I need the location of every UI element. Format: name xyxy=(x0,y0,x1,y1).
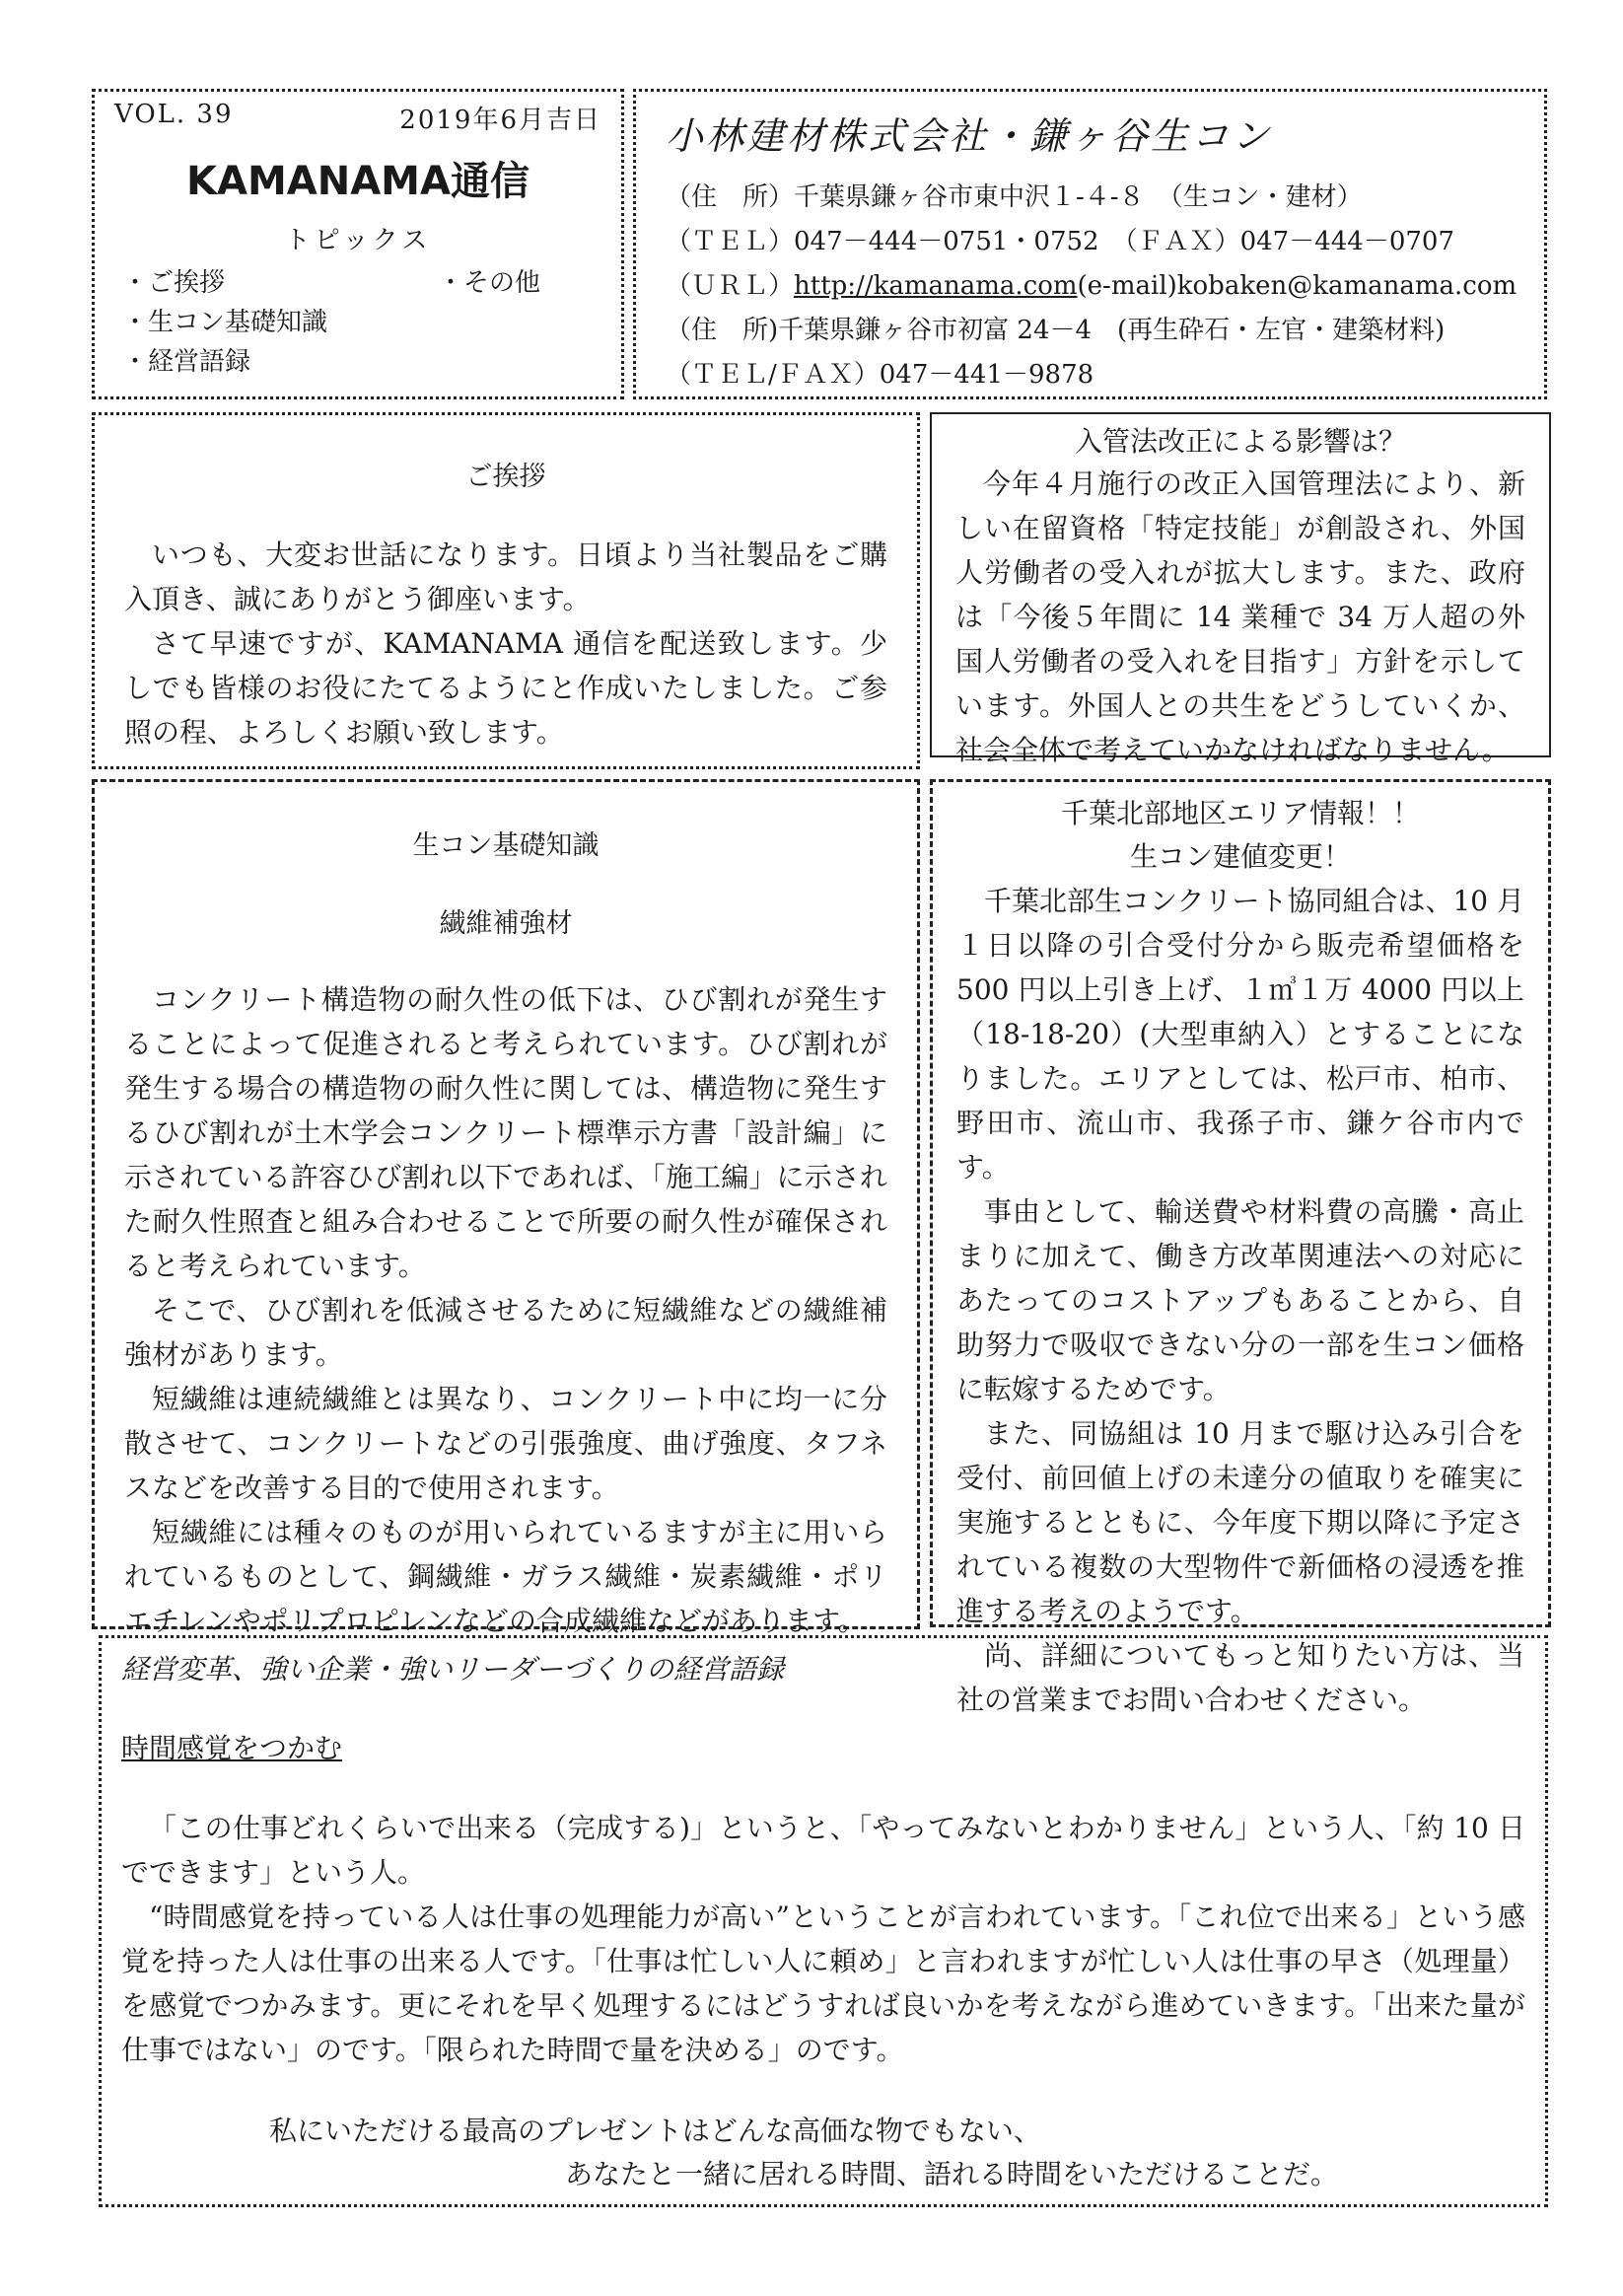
website-link[interactable]: http://kamanama.com xyxy=(794,271,1078,301)
closing-quote-line-1: 私にいただける最高のプレゼントはどんな高価な物でもない、 xyxy=(269,2115,1041,2147)
volume-date-row xyxy=(114,100,601,136)
volume-number: VOL. 39 xyxy=(114,100,234,129)
knowledge-paragraph: 短繊維は連続繊維とは異なり、コンクリート中に均一に分散させて、コンクリートなどの引張強度、曲げ強度、タフネスなどを改善する目的で使用されます。 xyxy=(124,1383,887,1504)
area-subtitle: 生コン建値変更！ xyxy=(1129,840,1351,873)
newsletter-title: KAMANAMA通信 xyxy=(186,159,529,204)
issue-date: 2019年6月吉日 xyxy=(399,106,601,135)
company-url-row xyxy=(666,264,1515,309)
topic-item: ・経営語録 xyxy=(122,347,251,377)
company-tel-fax-2: （ＴＥＬ/ＦＡＸ）047－441－9878 xyxy=(666,360,1094,390)
email-text: (e-mail)kobaken@kamanama.com xyxy=(1077,271,1517,301)
area-paragraph: 千葉北部生コンクリート協同組合は、10 月１日以降の引合受付分から販売希望価格を 500 円以上引き上げ、１㎥１万 4000 円以上（18-18-20）(大型車納入）とすることになりました。エリアとしては、松戸市、柏市、野田市、流山市、我孫子市、鎌ケ谷市内です。 xyxy=(956,885,1524,1184)
management-paragraph: 「この仕事どれくらいで出来る（完成する)」というと、「やってみないとわかりません」という人、「約 10 日でできます」という人。 xyxy=(121,1812,1525,1889)
closing-quote-line-2: あなたと一緒に居れる時間、語れる時間をいただけることだ。 xyxy=(565,2158,1339,2190)
knowledge-subtitle: 繊維補強材 xyxy=(439,908,573,939)
topic-item: ・ご挨拶 xyxy=(122,268,226,298)
company-name: 小林建材株式会社・鎌ヶ谷生コン xyxy=(666,114,1273,158)
knowledge-paragraph: 短繊維には種々のものが用いられているますが主に用いられているものとして、鋼繊維・ガラス繊維・炭素繊維・ポリエチレンやポリプロピレンなどの合成繊維などがあります。 xyxy=(124,1516,887,1637)
url-label: （ＵＲＬ） xyxy=(666,271,795,301)
company-tel-fax: （ＴＥＬ）047－444－0751・0752 （ＦＡＸ）047－444－0707 xyxy=(666,227,1455,256)
topics-list xyxy=(114,262,601,381)
company-address-1: （住 所）千葉県鎌ヶ谷市東中沢１-４-８ （生コン・建材） xyxy=(666,182,1363,212)
greeting-section xyxy=(92,412,920,769)
area-title: 千葉北部地区エリア情報！！ xyxy=(1060,797,1420,829)
knowledge-paragraph: そこで、ひび割れを低減させるために短繊維などの繊維補強材があります。 xyxy=(124,1294,887,1371)
area-paragraph: 尚、詳細についてもっと知りたい方は、当社の営業までお問い合わせください。 xyxy=(956,1639,1524,1716)
area-paragraph: 事由として、輸送費や材料費の高騰・高止まりに加えて、働き方改革関連法への対応にあたってのコストアップもあることから、自助努力で吸収できない分の一部を生コン価格に転嫁するためです。 xyxy=(956,1195,1524,1405)
greeting-title: ご挨拶 xyxy=(465,462,546,492)
management-title: 経営変革、強い企業・強いリーダーづくりの経営語録 xyxy=(121,1653,785,1686)
topics-heading: トピックス xyxy=(284,226,432,255)
management-quotes-section xyxy=(99,1635,1548,2207)
knowledge-section xyxy=(92,779,920,1637)
area-info-section xyxy=(930,779,1551,1716)
topic-item: ・その他 xyxy=(438,268,541,298)
management-paragraph: “時間感覚を持っている人は仕事の処理能力が高い”ということが言われています。「これ位で出来る」という感覚を持った人は仕事の出来る人です。「仕事は忙しい人に頼め」と言われますが忙しい人は仕事の早さ（処理量）を感覚でつかみます。更にそれを早く処理するにはどうすれば良いかを考えながら進めていきます。「出来た量が仕事ではない」のです。「限られた時間で量を決める」のです。 xyxy=(121,1901,1525,2066)
management-subtitle: 時間感覚をつかむ xyxy=(121,1732,343,1764)
area-paragraph: また、同協組は 10 月まで駆け込み引合を受付、前回値上げの未達分の値取りを確実に実施するとともに、今年度下期以降に予定されている複数の大型物件で新価格の浸透を推進する考えのようです。 xyxy=(956,1417,1524,1627)
company-address-2: （住 所)千葉県鎌ヶ谷市初富 24－4 (再生砕石・左官・建築材料) xyxy=(666,316,1446,345)
newsletter-header xyxy=(92,89,624,399)
immigration-text: 今年４月施行の改正入国管理法により、新しい在留資格「特定技能」が創設され、外国人労働者の受入れが拡大します。また、政府は「今後５年間に 14 業種で 34 万人超の外国人労働者の受入れを目指す」方針を示しています。外国人との共生をどうしていくか、社会全体で考えていかなければなりません。 xyxy=(955,467,1525,766)
immigration-section xyxy=(930,412,1551,766)
greeting-paragraph: いつも、大変お世話になります。日頃より当社製品をご購入頂き、誠にありがとう御座います。 xyxy=(124,538,887,615)
topic-item: ・生コン基礎知識 xyxy=(122,308,328,337)
greeting-paragraph: さて早速ですが、KAMANAMA 通信を配送致します。少しでも皆様のお役にたてるようにと作成いたしました。ご参照の程、よろしくお願い致します。 xyxy=(124,627,887,749)
company-info xyxy=(633,89,1547,399)
knowledge-title: 生コン基礎知識 xyxy=(412,830,600,861)
knowledge-paragraph: コンクリート構造物の耐久性の低下は、ひび割れが発生することによって促進されると考えられています。ひび割れが発生する場合の構造物の耐久性に関しては、構造物に発生するひび割れが土木学会コンクリート標準示方書「設計編」に示されている許容ひび割れ以下であれば、「施工編」に示された耐久性照査と組み合わせることで所要の耐久性が確保されると考えられています。 xyxy=(124,983,887,1282)
immigration-title: 入管法改正による影響は？ xyxy=(1074,425,1406,458)
